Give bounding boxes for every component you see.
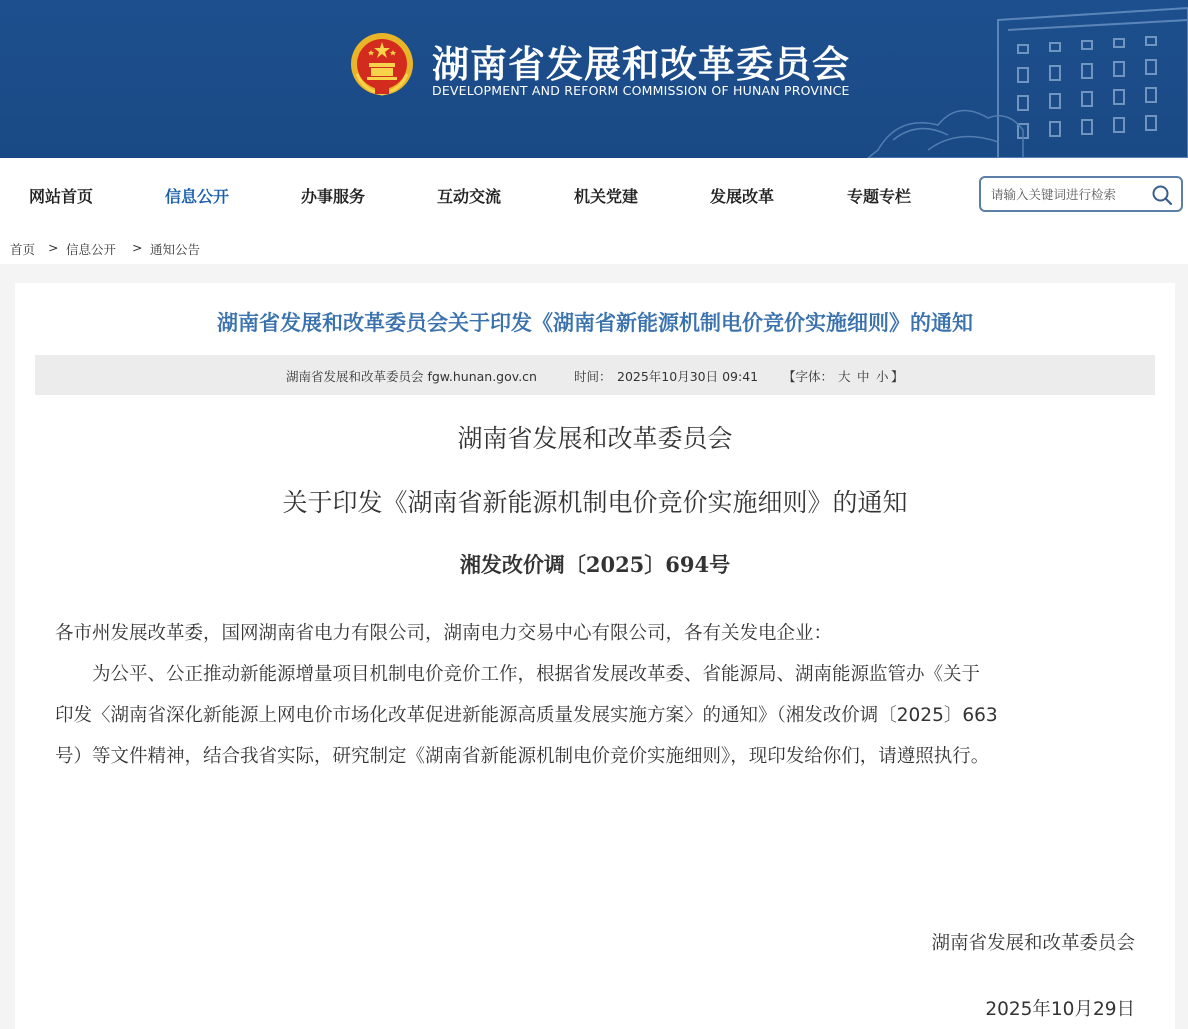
nav-item-info-disclosure[interactable]: 信息公开 xyxy=(165,187,230,206)
nav-item-home[interactable]: 网站首页 xyxy=(29,187,94,206)
document-number: 湘发改价调〔2025〕694号 xyxy=(459,552,731,577)
body-paragraph-line: 为公平、公正推动新能源增量项目机制电价竞价工作，根据省发展改革委、省能源局、湖南能源监管办《关于 xyxy=(55,664,981,685)
breadcrumb-home[interactable]: 首页 xyxy=(10,242,36,257)
search-icon[interactable] xyxy=(1151,184,1173,206)
article-meta-bar xyxy=(35,355,1155,395)
main-nav xyxy=(0,158,1188,230)
breadcrumb xyxy=(0,230,1188,264)
breadcrumb-separator: > xyxy=(132,240,143,255)
breadcrumb-info-disclosure[interactable]: 信息公开 xyxy=(66,242,117,257)
meta-time-label: 时间： xyxy=(574,369,612,384)
signature-organization: 湖南省发展和改革委员会 xyxy=(931,933,1135,954)
nav-item-interaction[interactable]: 互动交流 xyxy=(437,187,502,206)
body-paragraph-line: 号）等文件精神，结合我省实际，研究制定《湖南省新能源机制电价竞价实施细则》，现印发给你们，请遵照执行。 xyxy=(55,746,990,767)
body-paragraph-line: 印发〈湖南省深化新能源上网电价市场化改革促进新能源高质量发展实施方案〉的通知》（湘发改价调〔2025〕663 xyxy=(55,705,998,726)
nav-item-special-topics[interactable]: 专题专栏 xyxy=(847,187,912,206)
meta-font-label: 【字体： xyxy=(783,369,834,384)
site-title: 湖南省发展和改革委员会 xyxy=(432,43,850,86)
nav-item-services[interactable]: 办事服务 xyxy=(301,187,366,206)
search-box xyxy=(979,176,1183,212)
building-skyline-decoration xyxy=(828,0,1188,158)
breadcrumb-separator: > xyxy=(48,240,59,255)
nav-item-development-reform[interactable]: 发展改革 xyxy=(710,187,775,206)
meta-time: 2025年10月30日 09:41 xyxy=(617,369,759,384)
search-input[interactable] xyxy=(991,184,1141,204)
document-subject-heading: 关于印发《湖南省新能源机制电价竞价实施细则》的通知 xyxy=(282,488,908,517)
document-salutation: 各市州发展改革委，国网湖南省电力有限公司，湖南电力交易中心有限公司，各有关发电企业： xyxy=(55,623,833,644)
document-issuer-heading: 湖南省发展和改革委员会 xyxy=(457,424,733,453)
font-size-small-button[interactable]: 小 xyxy=(876,369,889,384)
font-size-medium-button[interactable]: 中 xyxy=(857,369,870,384)
breadcrumb-notices[interactable]: 通知公告 xyxy=(150,242,201,257)
article-title: 湖南省发展和改革委员会关于印发《湖南省新能源机制电价竞价实施细则》的通知 xyxy=(217,311,973,335)
signature-date: 2025年10月29日 xyxy=(985,999,1135,1020)
article-panel xyxy=(15,283,1175,1029)
site-subtitle: DEVELOPMENT AND REFORM COMMISSION OF HUNAN PROVINCE xyxy=(432,83,850,98)
site-header-banner xyxy=(0,0,1188,158)
meta-font-close: 】 xyxy=(891,369,904,384)
nav-item-party-building[interactable]: 机关党建 xyxy=(574,187,639,206)
font-size-large-button[interactable]: 大 xyxy=(838,369,851,384)
meta-source: 湖南省发展和改革委员会 fgw.hunan.gov.cn xyxy=(286,369,537,384)
national-emblem-icon xyxy=(349,30,415,100)
